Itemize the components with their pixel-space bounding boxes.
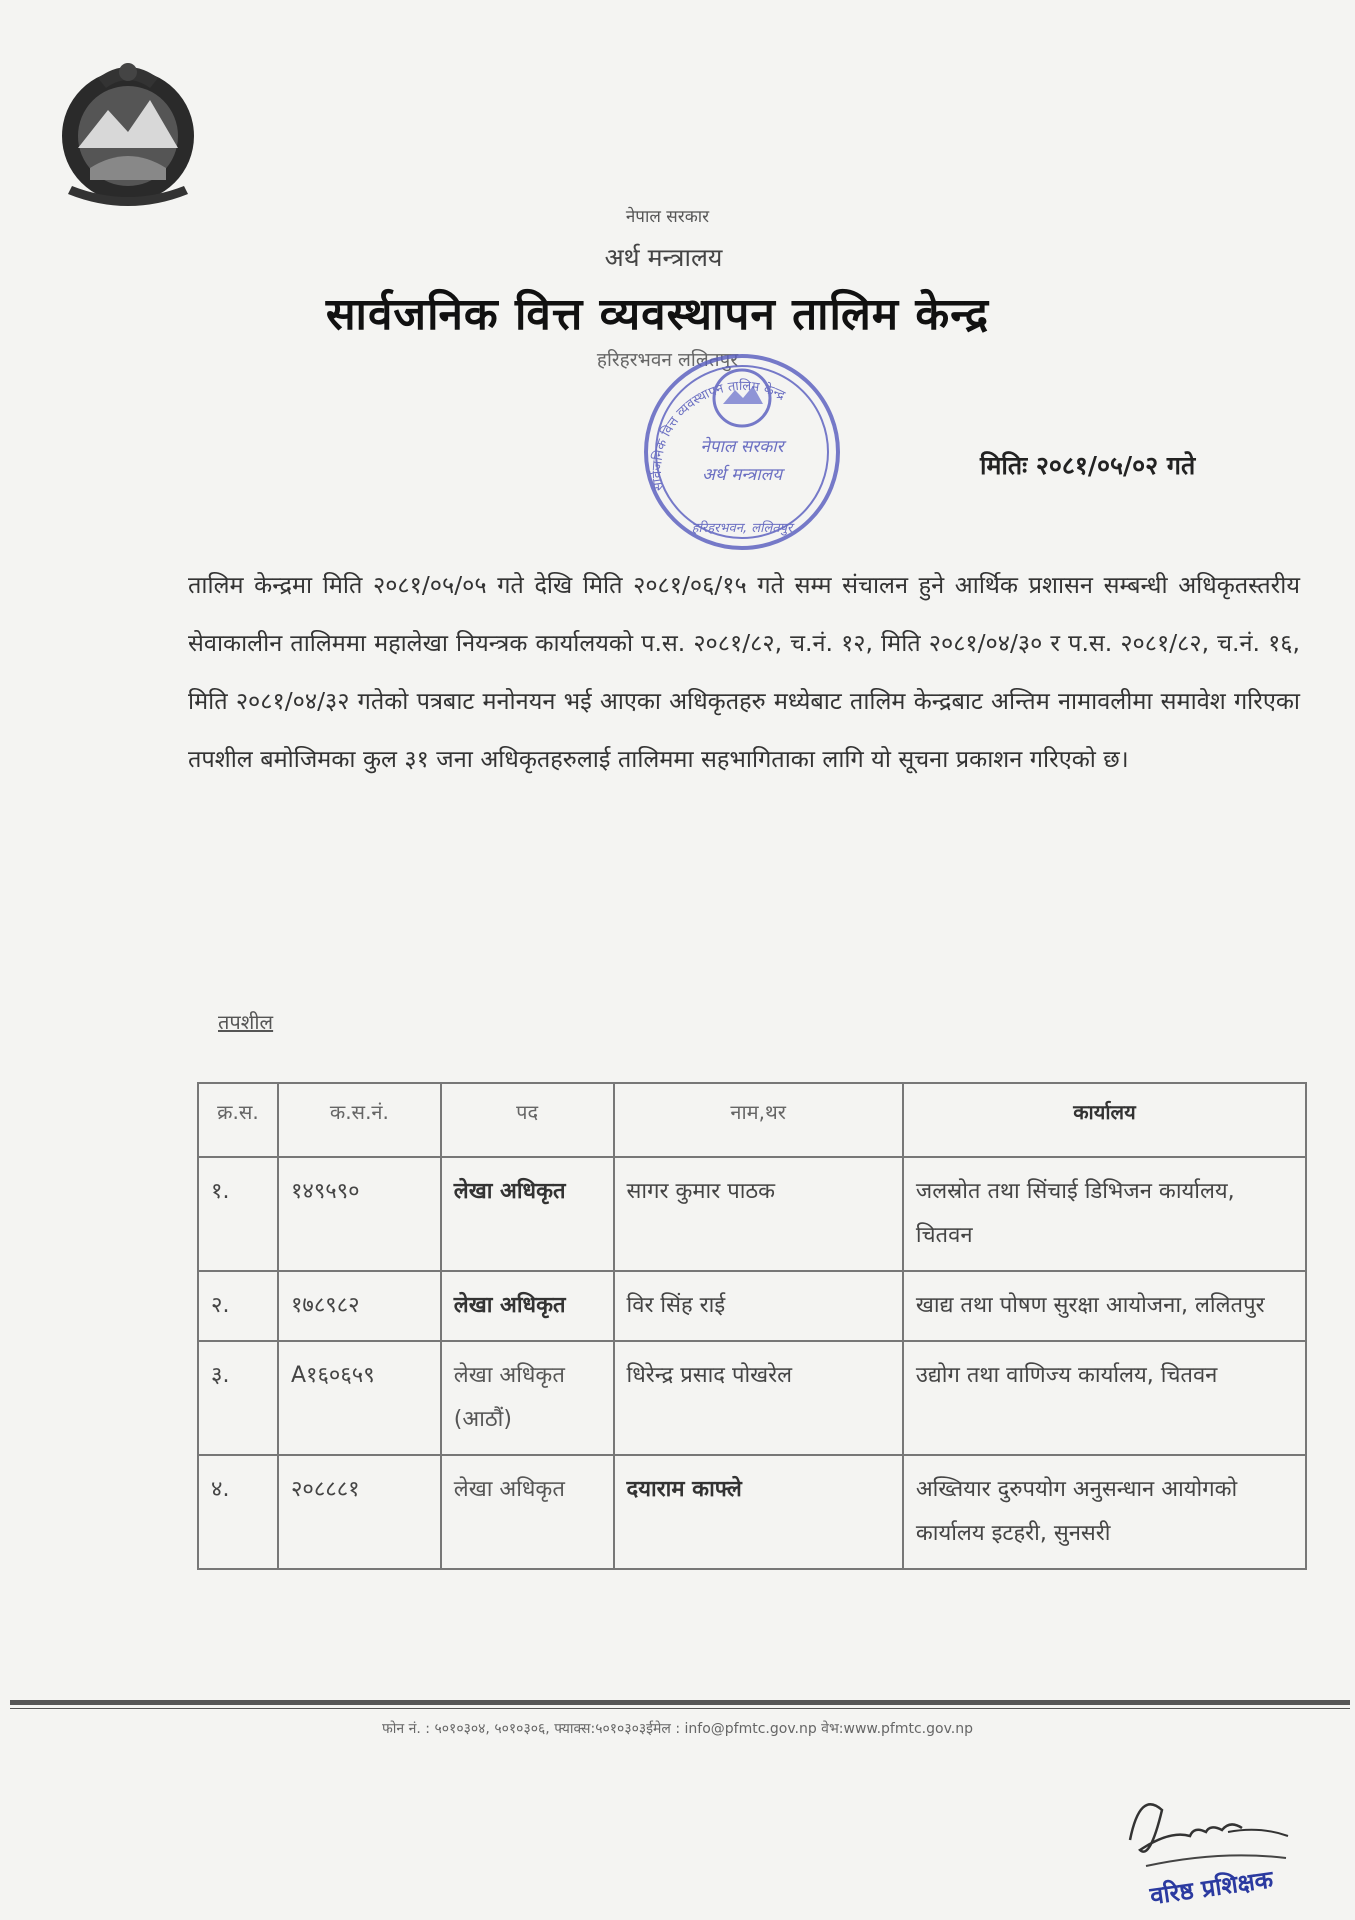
cell-ksn: १४९५९० bbox=[278, 1157, 441, 1271]
col-header-ksn: क.स.नं. bbox=[278, 1083, 441, 1157]
cell-name: विर सिंह राई bbox=[614, 1271, 903, 1341]
signature-stamp-text: वरिष्ठ प्रशिक्षक bbox=[1148, 1865, 1275, 1910]
cell-name: सागर कुमार पाठक bbox=[614, 1157, 903, 1271]
footer-divider bbox=[10, 1700, 1350, 1705]
notice-body: तालिम केन्द्रमा मिति २०८१/०५/०५ गते देखि मिति २०८१/०६/१५ गते सम्म संचालन हुने आर्थिक प्रशासन सम्बन्धी अधिकृतस्तरीय सेवाकालीन तालिममा महालेखा नियन्त्रक कार्यालयको प.स. २०८१/८२, च.नं. १२, मिति २०८१/०४/३० र प.स. २०८१/८२, च.नं. १६, मिति २०८१/०४/३२ गतेको पत्रबाट मनोनयन भई आएका अधिकृतहरु मध्येबाट तालिम केन्द्रबाट अन्तिम नामावलीमा समावेश गरिएका तपशील बमोजिमका कुल ३१ जना अधिकृतहरुलाई तालिममा सहभागिताका लागि यो सूचना प्रकाशन गरिएको छ। bbox=[188, 571, 1300, 773]
cell-name: धिरेन्द्र प्रसाद पोखरेल bbox=[614, 1341, 903, 1455]
cell-post: लेखा अधिकृत bbox=[441, 1157, 614, 1271]
cell-ksn: A१६०६५९ bbox=[278, 1341, 441, 1455]
cell-sn: १. bbox=[198, 1157, 278, 1271]
col-header-name: नाम,थर bbox=[614, 1083, 903, 1157]
seal-ring-text: सार्वजनिक वित्त व्यवस्थापन तालिम केन्द्र bbox=[649, 378, 788, 492]
table-row bbox=[198, 1341, 1306, 1455]
cell-office: अख्तियार दुरुपयोग अनुसन्धान आयोगको कार्यालय इटहरी, सुनसरी bbox=[903, 1455, 1306, 1569]
nepal-emblem-icon bbox=[38, 48, 218, 208]
cell-sn: २. bbox=[198, 1271, 278, 1341]
participants-table bbox=[197, 1082, 1307, 1570]
cell-office: जलस्रोत तथा सिंचाई डिभिजन कार्यालय, चितवन bbox=[903, 1157, 1306, 1271]
table-row bbox=[198, 1455, 1306, 1569]
cell-name: दयाराम काफ्ले bbox=[614, 1455, 903, 1569]
cell-ksn: २०८८८१ bbox=[278, 1455, 441, 1569]
ministry-name: अर्थ मन्त्रालय bbox=[604, 243, 723, 272]
seal-middle-text: अर्थ मन्त्रालय bbox=[701, 465, 783, 485]
cell-sn: ४. bbox=[198, 1455, 278, 1569]
table-header-row bbox=[198, 1083, 1306, 1157]
center-title: सार्वजनिक वित्त व्यवस्थापन तालिम केन्द्र bbox=[325, 289, 990, 340]
signature-stamp-icon bbox=[1110, 1770, 1330, 1910]
seal-bottom-text: हरिहरभवन, ललितपुर bbox=[691, 521, 793, 536]
government-name: नेपाल सरकार bbox=[625, 207, 710, 227]
cell-office: उद्योग तथा वाणिज्य कार्यालय, चितवन bbox=[903, 1341, 1306, 1455]
cell-post: लेखा अधिकृत (आठौं) bbox=[441, 1341, 614, 1455]
table-row bbox=[198, 1271, 1306, 1341]
cell-office: खाद्य तथा पोषण सुरक्षा आयोजना, ललितपुर bbox=[903, 1271, 1306, 1341]
cell-post: लेखा अधिकृत bbox=[441, 1271, 614, 1341]
col-header-post: पद bbox=[441, 1083, 614, 1157]
cell-sn: ३. bbox=[198, 1341, 278, 1455]
col-header-sn: क्र.स. bbox=[198, 1083, 278, 1157]
footer-divider-thin bbox=[10, 1708, 1350, 1709]
seal-top-text: नेपाल सरकार bbox=[700, 437, 784, 457]
table-row bbox=[198, 1157, 1306, 1271]
official-seal-icon bbox=[625, 340, 860, 572]
notice-date: मितिः २०८१/०५/०२ गते bbox=[980, 451, 1196, 480]
schedule-label: तपशील bbox=[218, 1010, 274, 1034]
cell-post: लेखा अधिकृत bbox=[441, 1455, 614, 1569]
center-address: हरिहरभवन ललितपुर bbox=[596, 349, 739, 371]
footer-contact: फोन नं. : ५०१०३०४, ५०१०३०६, फ्याक्स:५०१०३०३ईमेल : info@pfmtc.gov.np वेभ:www.pfmtc.gov.np bbox=[382, 1721, 973, 1737]
col-header-office: कार्यालय bbox=[903, 1083, 1306, 1157]
cell-ksn: १७८९८२ bbox=[278, 1271, 441, 1341]
